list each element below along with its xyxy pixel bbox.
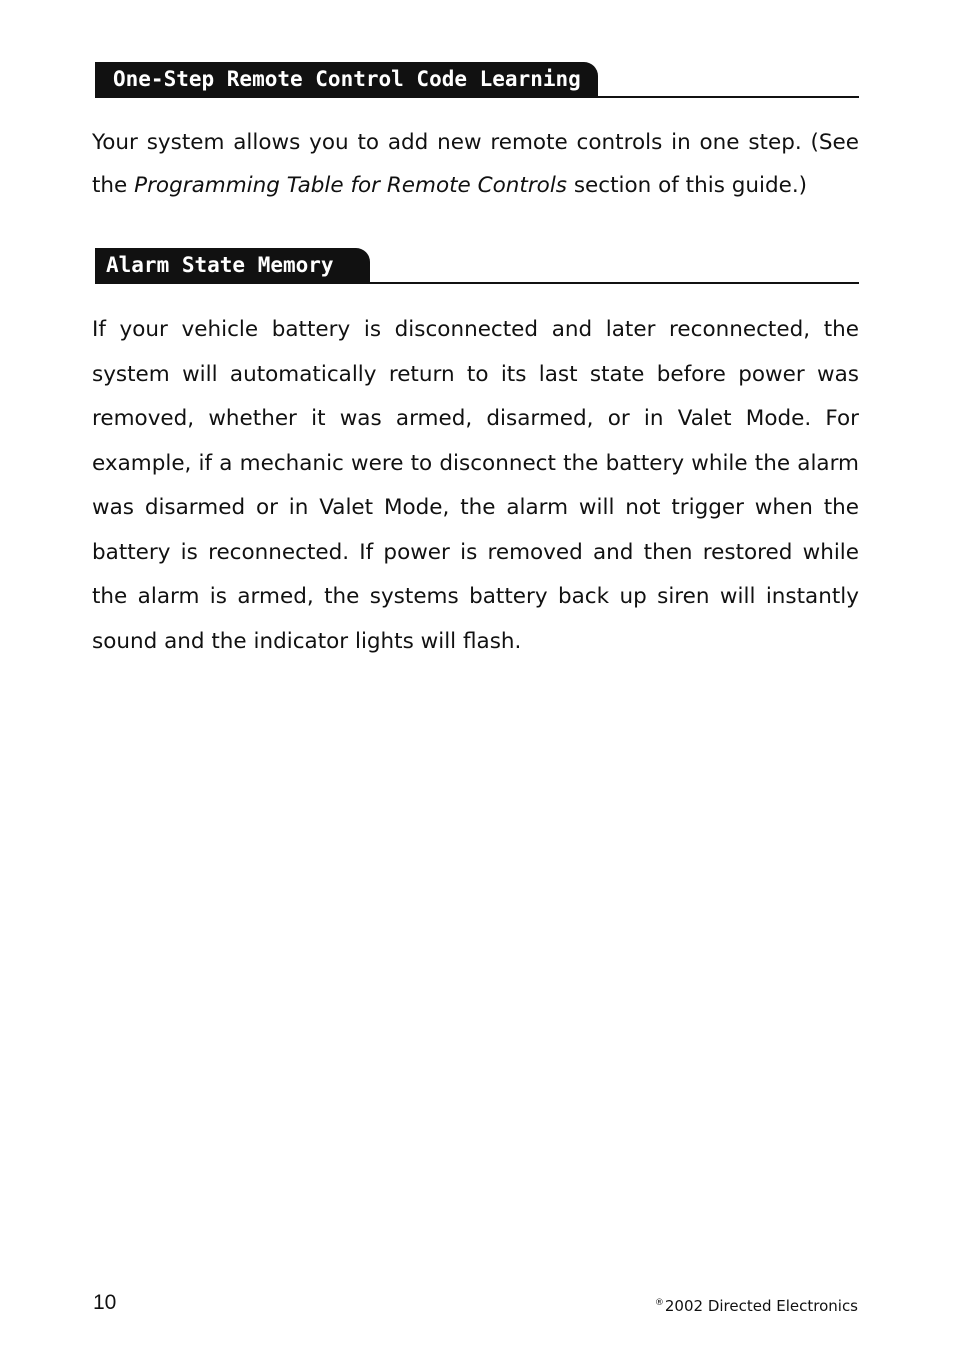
section-header-alarm-state-memory (95, 250, 859, 284)
copyright-text: 2002 Directed Electronics (664, 1297, 858, 1315)
registered-symbol: ® (654, 1298, 664, 1308)
page-number: 10 (93, 1291, 117, 1314)
section-body-alarm-state-memory: If your vehicle battery is disconnected and later reconnected, the system will automatically return to its last state before power was removed, whether it was armed, disarmed, or in Valet Mode. For example, if a mechanic were to disconnect the battery while the alarm was disarmed or in Valet Mode, the alarm will not trigger when the battery is reconnected. If power is removed and then restored while the alarm is armed, the systems battery back up siren will instantly sound and the indicator lights will flash. (92, 317, 859, 654)
section-header-remote-learning (95, 64, 859, 98)
section-body-remote-learning (92, 121, 859, 207)
guide-section-reference: Programming Table for Remote Controls (134, 173, 567, 198)
section-heading: Alarm State Memory (95, 248, 370, 282)
body-text: Your system allows you to add new remote controls in one step. (See the (92, 130, 859, 198)
copyright-notice (655, 1297, 858, 1315)
section-heading: One-Step Remote Control Code Learning (95, 62, 598, 96)
body-text: section of this guide.) (567, 173, 808, 198)
